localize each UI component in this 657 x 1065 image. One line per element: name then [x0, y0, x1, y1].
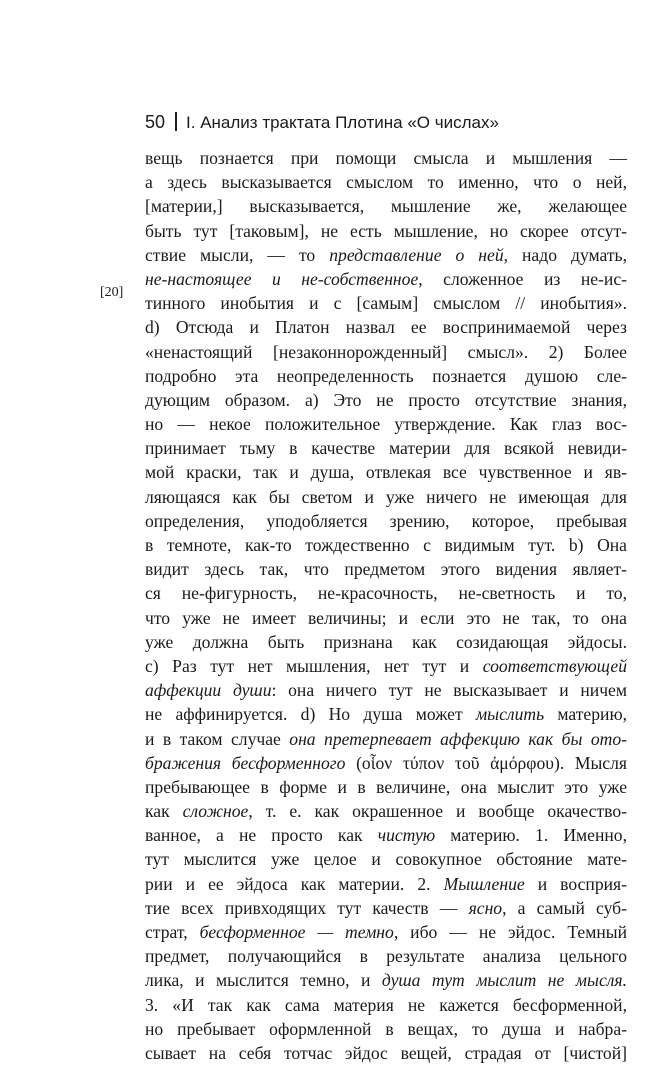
text-segment: подробно эта неопределенность познается душою сле- — [145, 365, 627, 386]
text-line — [145, 1017, 627, 1041]
italic-text: бесформенное — темно — [199, 922, 394, 942]
text-line — [145, 630, 627, 654]
text-segment: материю, — [544, 704, 627, 725]
text-line — [145, 654, 627, 678]
text-segment: , т. е. как окрашенное и вообще окачество- — [248, 801, 627, 822]
italic-text: соответствующей — [482, 655, 627, 676]
text-line — [145, 315, 627, 339]
text-line — [145, 267, 627, 291]
running-title: I. Анализ трактата Плотина «О числах» — [186, 113, 499, 132]
text-segment: видит здесь так, что предметом этого видения являет- — [145, 559, 627, 580]
text-segment: тие всех привходящих тут качеств — — [145, 897, 469, 918]
text-segment: лика, и мыслится темно, и — [145, 970, 382, 991]
text-segment: как — [145, 801, 183, 822]
text-segment: тинного инобытия и с [самым] смыслом // инобытия». — [145, 293, 627, 314]
text-line — [145, 751, 627, 775]
text-line — [145, 557, 627, 581]
text-segment: сывает на себя тотчас эйдос вещей, страдая от [чистой] — [145, 1042, 627, 1063]
text-line — [145, 920, 627, 944]
italic-text: чистую — [377, 825, 436, 846]
text-segment: ся не-фигурность, не-красочность, не-светность и то, — [145, 583, 627, 604]
text-line — [145, 993, 627, 1017]
text-segment: определения, уподобляется зрению, которое, пребывая — [145, 510, 627, 531]
text-line — [145, 702, 627, 726]
running-header — [145, 112, 499, 133]
text-segment: материю. 1. Именно, — [435, 825, 628, 846]
text-line — [145, 170, 627, 194]
text-line — [145, 533, 627, 557]
text-segment: страт, — [145, 922, 200, 942]
text-line — [145, 847, 627, 871]
text-segment: но пребывает оформленной в вещах, то душа и набра- — [145, 1018, 627, 1039]
text-line — [145, 460, 627, 484]
text-segment: 3. «И так как сама материя не кажется бесформенной, — [145, 994, 627, 1015]
text-line — [145, 340, 627, 364]
text-segment: (οἷον τύπον τοῦ ἀμόρφου). Мысля — [345, 752, 627, 773]
text-line — [145, 509, 627, 533]
text-segment: что уже не имеет величины; и если это не так, то она — [145, 607, 627, 628]
italic-text: душа тут мыслит не мысля. — [381, 970, 628, 991]
text-line — [145, 944, 627, 968]
italic-text: Мышление — [443, 873, 525, 894]
text-segment: уже должна быть признана как созидающая эйдосы. — [145, 631, 627, 652]
text-segment: , надо думать, — [503, 244, 627, 265]
text-segment: не аффинируется. d) Но душа может — [145, 704, 476, 725]
text-line — [145, 581, 627, 605]
text-line — [145, 968, 627, 992]
text-segment: «ненастоящий [незаконнорожденный] смысл». 2) Более — [145, 341, 627, 362]
text-line — [145, 243, 627, 267]
text-segment: ствие мысли, — то — [145, 244, 330, 265]
text-segment: вещь познается при помощи смысла и мышления — — [145, 148, 627, 168]
text-segment: и в таком случае — [145, 728, 290, 749]
margin-line-marker: [20] — [100, 285, 124, 300]
italic-text: мыслить — [475, 704, 545, 725]
text-segment: d) Отсюда и Платон назвал ее воспринимаемой через — [145, 317, 627, 338]
text-line — [145, 872, 627, 896]
text-line — [145, 219, 627, 243]
text-line — [145, 388, 627, 412]
text-line — [145, 678, 627, 702]
text-segment: принимает тьму в качестве материи для всякой невиди- — [145, 438, 627, 459]
italic-text: сложное — [182, 801, 249, 822]
text-segment: мой краски, так и душа, отвлекая все чувственное и яв- — [145, 462, 627, 483]
header-divider — [175, 112, 177, 131]
text-line — [145, 436, 627, 460]
text-segment: и восприя- — [524, 873, 627, 894]
text-segment: : она ничего тут не высказывает и ничем — [271, 680, 627, 701]
text-segment: пребывающее в форме и в величине, она мыслит это уже — [145, 776, 627, 797]
italic-text: она претерпевает аффекцию как бы ото- — [289, 728, 627, 749]
text-segment: ляющаяся как бы светом и уже ничего не имеющая для — [145, 486, 627, 507]
text-segment: , сложенное из не-ис- — [418, 268, 627, 289]
text-line — [145, 194, 627, 218]
text-segment: [материи,] высказывается, мышление же, желающее — [145, 196, 627, 217]
text-line — [145, 485, 627, 509]
text-line — [145, 823, 627, 847]
text-line — [145, 146, 627, 170]
text-segment: ванное, а не просто как — [145, 825, 378, 846]
text-line — [145, 775, 627, 799]
text-segment: а здесь высказывается смыслом то именно, что о ней, — [145, 172, 627, 193]
text-segment: , а самый суб- — [502, 897, 627, 918]
page-number: 50 — [145, 112, 166, 132]
italic-text: представление о ней — [329, 244, 504, 265]
italic-text: аффекции души — [145, 680, 272, 701]
text-line — [145, 364, 627, 388]
text-segment: c) Раз тут нет мышления, нет тут и — [145, 655, 483, 676]
text-line — [145, 291, 627, 315]
text-segment: , ибо — не эйдос. Темный — [393, 922, 627, 942]
text-segment: но — некое положительное утверждение. Как глаз вос- — [145, 414, 627, 435]
text-segment: быть тут [таковым], не есть мышление, но скорее отсут- — [145, 220, 627, 241]
body-text — [145, 146, 627, 1065]
text-line — [145, 1041, 627, 1065]
italic-text: бражения бесформенного — [145, 752, 346, 773]
text-line — [145, 727, 627, 751]
italic-text: не-настоящее и не-собственное — [145, 268, 419, 289]
text-segment: дующим образом. а) Это не просто отсутствие знания, — [145, 389, 627, 410]
text-segment: в темноте, как-то тождественно с видимым тут. b) Она — [145, 535, 627, 555]
text-segment: тут мыслится уже целое и совокупное обстояние мате- — [145, 849, 627, 870]
text-line — [145, 896, 627, 920]
text-segment: предмет, получающийся в результате анализа цельного — [145, 946, 627, 967]
text-line — [145, 412, 627, 436]
text-line — [145, 799, 627, 823]
text-segment: рии и ее эйдоса как материи. 2. — [145, 873, 444, 894]
text-line — [145, 606, 627, 630]
italic-text: ясно — [468, 897, 503, 918]
